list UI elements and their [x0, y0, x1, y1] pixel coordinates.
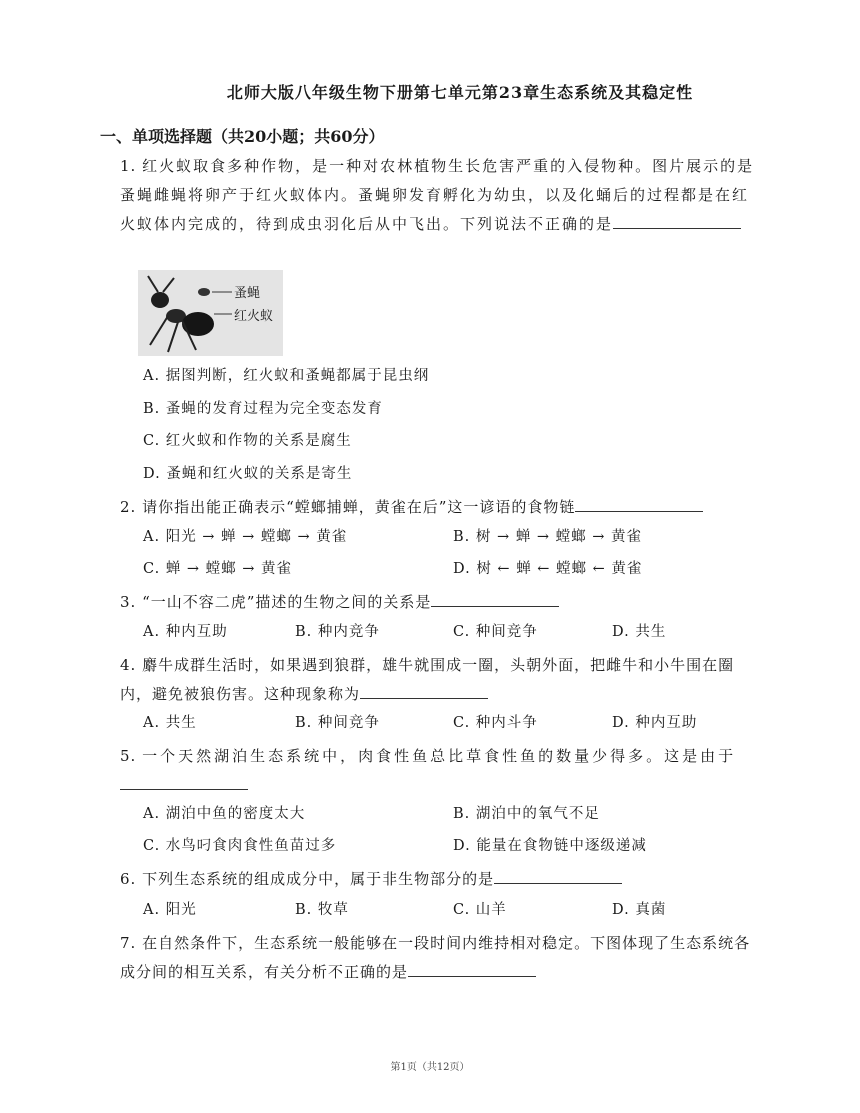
question-6	[120, 865, 760, 894]
option-6b[interactable]: B. 牧草	[295, 902, 349, 918]
page-footer: 第1页（共12页）	[390, 1062, 470, 1073]
question-number: 2.	[120, 498, 137, 516]
question-number: 6.	[120, 870, 137, 888]
fire-ant-photo	[138, 270, 283, 356]
answer-blank	[120, 771, 248, 790]
answer-blank	[360, 680, 488, 699]
option-2c[interactable]: C. 蝉 → 螳螂 → 黄雀	[143, 561, 293, 577]
option-1c[interactable]: C. 红火蚁和作物的关系是腐生	[143, 433, 352, 449]
option-4d[interactable]: D. 种内互助	[612, 715, 698, 731]
question-text: “一山不容二虎”描述的生物之间的关系是	[142, 593, 432, 611]
option-3c[interactable]: C. 种间竞争	[453, 624, 538, 640]
question-4	[120, 651, 760, 709]
question-text: 请你指出能正确表示“螳螂捕蝉，黄雀在后”这一谚语的食物链	[142, 498, 576, 516]
question-7	[120, 929, 760, 987]
option-1b[interactable]: B. 蚤蝇的发育过程为完全变态发育	[143, 401, 383, 417]
answer-blank	[494, 865, 622, 884]
option-1d[interactable]: D. 蚤蝇和红火蚁的关系是寄生	[143, 466, 353, 482]
option-3d[interactable]: D. 共生	[612, 624, 667, 640]
question-number: 4.	[120, 656, 137, 674]
figure-label-phorid-fly: 蚤蝇	[234, 286, 261, 301]
option-3b[interactable]: B. 种内竞争	[295, 624, 380, 640]
option-5a[interactable]: A. 湖泊中鱼的密度太大	[143, 806, 306, 822]
question-text: 红火蚁取食多种作物，是一种对农林植物生长危害严重的入侵物种。图片展示的是蚤蝇雌蝇将卵产于红火蚁体内。蚤蝇卵发育孵化为幼虫，以及化蛹后的过程都是在红火蚁体内完成的，待到成虫羽化后从中飞出。下列说法不正确的是	[120, 157, 755, 233]
figure-label-fire-ant: 红火蚁	[234, 309, 274, 324]
option-4c[interactable]: C. 种内斗争	[453, 715, 538, 731]
option-3a[interactable]: A. 种内互助	[143, 624, 228, 640]
question-3	[120, 588, 760, 617]
answer-blank	[408, 958, 536, 977]
option-2b[interactable]: B. 树 → 蝉 → 螳螂 → 黄雀	[453, 529, 642, 545]
question-2	[120, 493, 760, 522]
question-5	[120, 742, 760, 800]
page-title: 北师大版八年级生物下册第七单元第23章生态系统及其稳定性	[226, 83, 694, 102]
question-text: 一个天然湖泊生态系统中，肉食性鱼总比草食性鱼的数量少得多。这是由于	[142, 747, 737, 765]
question-text: 在自然条件下，生态系统一般能够在一段时间内维持相对稳定。下图体现了生态系统各成分间的相互关系，有关分析不正确的是	[120, 934, 751, 981]
question-number: 1.	[120, 157, 137, 175]
question-1	[120, 152, 760, 239]
option-6d[interactable]: D. 真菌	[612, 902, 667, 918]
option-5d[interactable]: D. 能量在食物链中逐级递减	[453, 838, 647, 854]
answer-blank	[431, 588, 559, 607]
section-heading: 一、单项选择题（共20小题；共60分）	[100, 127, 385, 146]
option-2a[interactable]: A. 阳光 → 蝉 → 螳螂 → 黄雀	[143, 529, 348, 545]
question-number: 3.	[120, 593, 137, 611]
option-5c[interactable]: C. 水鸟叼食肉食性鱼苗过多	[143, 838, 337, 854]
option-4b[interactable]: B. 种间竞争	[295, 715, 380, 731]
option-1a[interactable]: A. 据图判断，红火蚁和蚤蝇都属于昆虫纲	[143, 368, 430, 384]
option-5b[interactable]: B. 湖泊中的氧气不足	[453, 806, 600, 822]
answer-blank	[613, 210, 741, 229]
question-text: 下列生态系统的组成成分中，属于非生物部分的是	[142, 870, 495, 888]
option-4a[interactable]: A. 共生	[143, 715, 197, 731]
option-6a[interactable]: A. 阳光	[143, 902, 197, 918]
option-2d[interactable]: D. 树 ← 蝉 ← 螳螂 ← 黄雀	[453, 561, 643, 577]
option-6c[interactable]: C. 山羊	[453, 902, 507, 918]
question-number: 5.	[120, 747, 137, 765]
question-number: 7.	[120, 934, 137, 952]
question-text: 麝牛成群生活时，如果遇到狼群，雄牛就围成一圈，头朝外面，把雌牛和小牛围在圈内，避免被狼伤害。这种现象称为	[120, 656, 735, 703]
answer-blank	[575, 493, 703, 512]
